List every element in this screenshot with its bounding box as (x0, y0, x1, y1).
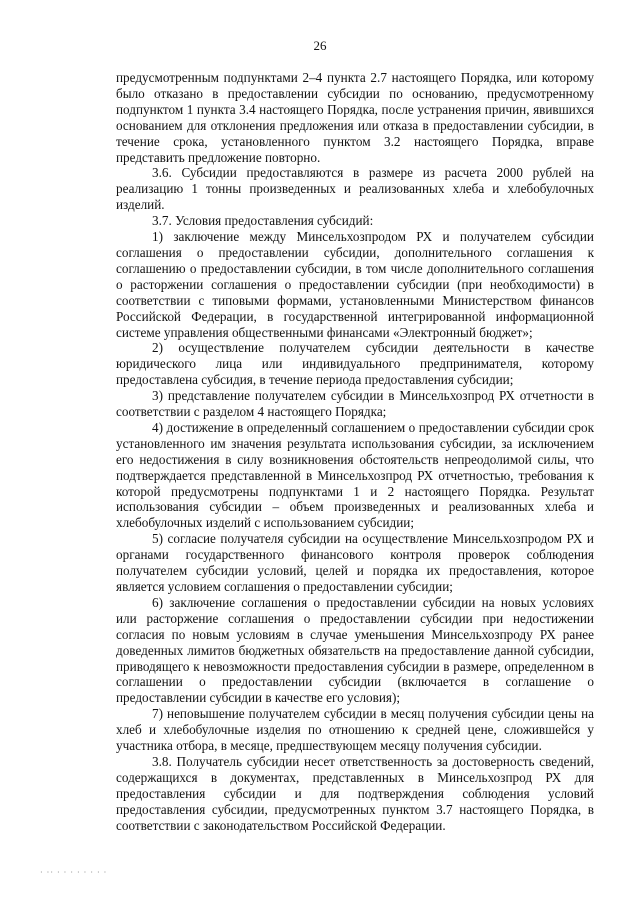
paragraph-3-8: 3.8. Получатель субсидии несет ответственность за достоверность сведений, содержащихся в документах, представленных в Минсельхозпрод РХ для предоставления субсидии и для подтверждения соблюдения условий предоставления субсидии, предусмотренных пунктом 3.7 настоящего Порядка, в соответствии с законодательством Российской Федерации. (116, 753, 594, 833)
condition-item-2: 2) осуществление получателем субсидии деятельности в качестве юридического лица или индивидуального предпринимателя, которому предоставлена субсидия, в течение периода предоставления субсидии; (116, 340, 594, 388)
condition-item-1: 1) заключение между Минсельхозпродом РХ и получателем субсидии соглашения о предоставлении субсидии, дополнительного соглашения к соглашению о предоставлении субсидии, в том числе дополнительного соглашения о расторжении соглашения о предоставлении субсидии (при необходимости) в соответствии с типовыми формами, установленными Министерством финансов Российской Федерации, в государственной интегрированной информационной системе управления общественными финансами «Электронный бюджет»; (116, 229, 594, 340)
paragraph-3-6: 3.6. Субсидии предоставляются в размере из расчета 2000 рублей на реализацию 1 тонны произведенных и реализованных хлеба и хлебобулочных изделий. (116, 165, 594, 213)
document-body (116, 70, 594, 834)
scan-artifact: · ·· · · · · · · · · (40, 868, 108, 877)
page-number: 26 (313, 38, 327, 53)
condition-item-6: 6) заключение соглашения о предоставлении субсидии на новых условиях или расторжение соглашения о предоставлении субсидии при недостижении согласия по новым условиям в случае уменьшения Минсельхозпроду РХ ранее доведенных лимитов бюджетных обязательств на предоставление данной субсидии, приводящего к невозможности предоставления субсидии в размере, определенном в соглашении о предоставлении субсидии (включается в соглашение о предоставлении субсидии в качестве его условия); (116, 594, 594, 706)
condition-item-4: 4) достижение в определенный соглашением о предоставлении субсидии срок установленного им значения результата использования субсидии, за исключением его недостижения в силу возникновения обстоятельств непреодолимой силы, что подтверждается представленной в Минсельхозпрод РХ отчетностью, требования к которой предусмотрены подпунктами 1 и 2 настоящего Порядка. Результат использования субсидии – объем произведенных и реализованных хлеба и хлебобулочных изделий с использованием субсидии; (116, 419, 594, 531)
condition-item-3: 3) представление получателем субсидии в Минсельхозпрод РХ отчетности в соответствии с разделом 4 настоящего Порядка; (116, 388, 594, 420)
paragraph-continuation: предусмотренным подпунктами 2–4 пункта 2.7 настоящего Порядка, или которому было отказано в предоставлении субсидии по основанию, предусмотренному подпунктом 1 пункта 3.4 настоящего Порядка, после устранения причин, явившихся основанием для отклонения предложения или отказа в предоставлении субсидии, в течение срока, установленного пунктом 3.2 настоящего Порядка, вправе представить предложение повторно. (116, 70, 594, 165)
condition-item-7: 7) неповышение получателем субсидии в месяц получения субсидии цены на хлеб и хлебобулочные изделия по отношению к средней цене, сложившейся у участника отбора, в месяце, предшествующем месяцу получения субсидии. (116, 706, 594, 754)
paragraph-3-7-heading: 3.7. Условия предоставления субсидий: (152, 213, 374, 229)
condition-item-5: 5) согласие получателя субсидии на осуществление Минсельхозпродом РХ и органами государственного финансового контроля проверок соблюдения получателем субсидии условий, целей и порядка их предоставления, которое является условием соглашения о предоставлении субсидии; (116, 531, 594, 594)
